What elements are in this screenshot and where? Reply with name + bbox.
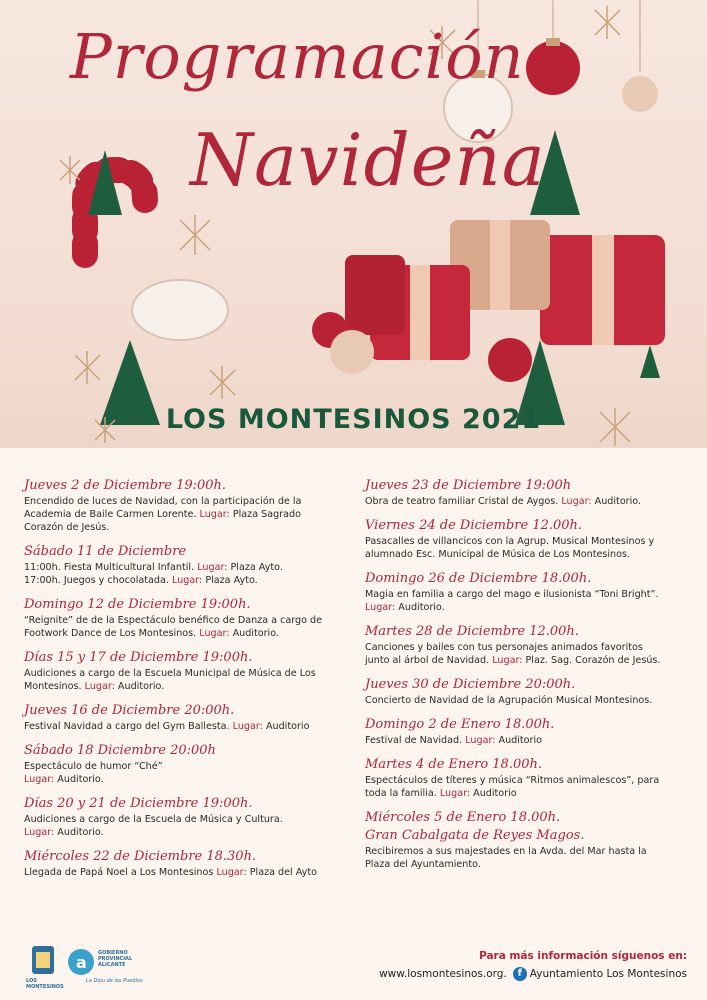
lugar-label: Lugar: bbox=[197, 562, 228, 573]
event-description-line bbox=[365, 787, 687, 800]
event-description-line bbox=[24, 495, 349, 508]
lugar-label: Lugar: bbox=[199, 628, 230, 639]
facebook-icon[interactable]: f bbox=[513, 967, 527, 981]
snowflake-icon bbox=[595, 6, 620, 39]
beige-bauble-icon bbox=[622, 76, 658, 112]
event-description-line bbox=[24, 614, 349, 627]
event-date-title: Días 20 y 21 de Diciembre 19:00h. bbox=[24, 796, 253, 811]
event-date-title: Martes 4 de Enero 18.00h. bbox=[365, 757, 542, 772]
event-text: Espectáculo de humor “Ché” bbox=[24, 761, 163, 772]
lugar-label: Lugar: bbox=[172, 575, 203, 586]
lugar-label: Lugar: bbox=[199, 509, 230, 520]
event-description-line bbox=[24, 813, 349, 826]
event-date-title: Jueves 16 de Diciembre 20:00h. bbox=[24, 703, 235, 718]
event-description-line bbox=[365, 734, 687, 747]
event-text: Recibiremos a sus majestades en la Avda. del Mar hasta la bbox=[365, 846, 647, 857]
event-text: Obra de teatro familiar Cristal de Aygos. bbox=[365, 496, 559, 507]
lugar-label: Lugar: bbox=[216, 867, 247, 878]
svg-text:a: a bbox=[76, 953, 87, 972]
event-place: Auditorio bbox=[473, 788, 517, 799]
event-text: Magia en familia a cargo del mago e ilusionista “Toni Bright”. bbox=[365, 589, 659, 600]
event-text: Concierto de Navidad de la Agrupación Musical Montesinos. bbox=[365, 695, 653, 706]
event-description-line bbox=[365, 548, 687, 561]
event-item bbox=[24, 597, 349, 640]
event-date-title: Gran Cabalgata de Reyes Magos. bbox=[365, 828, 585, 843]
event-date-title: Domingo 26 de Diciembre 18.00h. bbox=[365, 571, 592, 586]
event-date-title: Domingo 12 de Diciembre 19:00h. bbox=[24, 597, 251, 612]
event-description-line bbox=[24, 866, 349, 879]
lugar-label: Lugar: bbox=[492, 655, 523, 666]
lugar-label: Lugar: bbox=[365, 602, 396, 613]
event-text: 11:00h. Fiesta Multicultural Infantil. bbox=[24, 562, 195, 573]
event-item bbox=[24, 544, 349, 587]
event-item bbox=[24, 650, 349, 693]
event-text: “Reignite” de de la Espectáculo benéfico de Danza a cargo de bbox=[24, 615, 323, 626]
event-description-line bbox=[365, 601, 687, 614]
event-description-line bbox=[24, 561, 349, 574]
event-item bbox=[24, 478, 349, 534]
title-line-2: Navideña bbox=[190, 118, 546, 202]
event-place: Plaza Ayto. bbox=[205, 575, 258, 586]
event-text: toda la familia. bbox=[365, 788, 437, 799]
event-text: Plaza del Ayuntamiento. bbox=[365, 859, 481, 870]
event-text: Footwork Dance de Los Montesinos. bbox=[24, 628, 197, 639]
event-item bbox=[365, 677, 687, 707]
event-text: Audiciones a cargo de la Escuela de Música y Cultura. bbox=[24, 814, 283, 825]
lugar-label: Lugar: bbox=[232, 721, 263, 732]
footer-info bbox=[379, 950, 687, 981]
tree-icon bbox=[640, 345, 660, 378]
event-text: Festival de Navidad. bbox=[365, 735, 463, 746]
event-description-line bbox=[365, 641, 687, 654]
event-text: Academia de Baile Carmen Lorente. bbox=[24, 509, 197, 520]
event-place: Plaza Sagrado bbox=[232, 509, 301, 520]
footer-links bbox=[379, 967, 687, 981]
event-text: junto al árbol de Navidad. bbox=[365, 655, 490, 666]
glass-ornament-icon bbox=[132, 280, 228, 340]
event-text: 17:00h. Juegos y chocolatada. bbox=[24, 575, 169, 586]
lugar-label: Lugar: bbox=[561, 496, 592, 507]
event-place: Auditorio. bbox=[398, 602, 445, 613]
event-text: Festival Navidad a cargo del Gym Ballesta. bbox=[24, 721, 230, 732]
event-description-line bbox=[24, 680, 349, 693]
event-description-line bbox=[365, 858, 687, 871]
event-place: Auditorio. bbox=[57, 827, 104, 838]
event-description-line bbox=[365, 654, 687, 667]
logo2-line3: ALICANTE bbox=[98, 962, 126, 968]
event-item bbox=[365, 810, 687, 826]
event-date-title: Domingo 2 de Enero 18.00h. bbox=[365, 717, 555, 732]
lugar-label: Lugar: bbox=[24, 827, 55, 838]
event-item bbox=[24, 849, 349, 879]
event-description-line bbox=[365, 774, 687, 787]
left-events-column bbox=[24, 478, 349, 889]
event-description-line bbox=[365, 588, 687, 601]
gift-box-icon bbox=[345, 255, 405, 335]
red-bauble-icon bbox=[488, 338, 532, 382]
event-text: Montesinos. bbox=[24, 681, 82, 692]
event-text: Corazón de Jesús. bbox=[24, 522, 110, 533]
right-events-column bbox=[365, 478, 687, 881]
event-date-title: Viernes 24 de Diciembre 12.00h. bbox=[365, 518, 583, 533]
snowflake-icon bbox=[210, 366, 235, 399]
event-date-title: Días 15 y 17 de Diciembre 19:00h. bbox=[24, 650, 253, 665]
event-description-line bbox=[24, 760, 349, 773]
event-date-title: Martes 28 de Diciembre 12.00h. bbox=[365, 624, 579, 639]
event-date-title: Miércoles 5 de Enero 18.00h. bbox=[365, 810, 561, 825]
event-place: Plaz. Sag. Corazón de Jesús. bbox=[525, 655, 661, 666]
title-line-1: Programación bbox=[70, 20, 525, 93]
logo1-caption: LOS MONTESINOS bbox=[26, 978, 64, 990]
event-date-title: Miércoles 22 de Diciembre 18.30h. bbox=[24, 849, 257, 864]
snowflake-icon bbox=[75, 351, 100, 384]
event-text: Pasacalles de villancicos con la Agrup. Musical Montesinos y bbox=[365, 536, 655, 547]
event-description-line bbox=[24, 574, 349, 587]
event-date-title: Jueves 23 de Diciembre 19:00h bbox=[365, 478, 572, 493]
website-link[interactable]: www.losmontesinos.org. bbox=[379, 968, 507, 980]
event-date-title: Sábado 18 Diciembre 20:00h bbox=[24, 743, 216, 758]
more-info-label: Para más información síguenos en: bbox=[479, 950, 687, 962]
event-place: Auditorio bbox=[265, 721, 310, 732]
event-date-title: Sábado 11 de Diciembre bbox=[24, 544, 187, 559]
event-place: Auditorio bbox=[498, 735, 543, 746]
event-description-line bbox=[24, 826, 349, 839]
event-text: Espectáculos de títeres y música “Ritmos animalescos”, para bbox=[365, 775, 660, 786]
town-year-heading: LOS MONTESINOS 2021 bbox=[165, 404, 542, 435]
event-description-line bbox=[365, 694, 687, 707]
event-text: Canciones y bailes con tus personajes animados favoritos bbox=[365, 642, 643, 653]
event-place: Auditorio. bbox=[117, 681, 165, 692]
red-bauble-icon bbox=[526, 41, 580, 95]
event-description-line bbox=[24, 667, 349, 680]
event-item bbox=[365, 717, 687, 747]
event-item bbox=[365, 624, 687, 667]
event-description-line bbox=[365, 535, 687, 548]
event-item bbox=[365, 571, 687, 614]
lugar-label: Lugar: bbox=[84, 681, 115, 692]
event-place: Plaza del Ayto bbox=[249, 867, 317, 878]
event-description-line bbox=[24, 521, 349, 534]
event-description-line bbox=[24, 720, 349, 733]
event-item bbox=[365, 518, 687, 561]
event-place: Auditorio. bbox=[57, 774, 104, 785]
lugar-label: Lugar: bbox=[465, 735, 496, 746]
logo2-line2: PROVINCIAL bbox=[98, 956, 133, 962]
logo2-tagline: La Dipu de los Pueblos bbox=[86, 978, 143, 984]
snowflake-icon bbox=[180, 215, 210, 255]
lugar-label: Lugar: bbox=[24, 774, 55, 785]
event-text: Llegada de Papá Noel a Los Montesinos bbox=[24, 867, 214, 878]
event-place: Auditorio. bbox=[232, 628, 279, 639]
event-description-line bbox=[24, 508, 349, 521]
event-description-line bbox=[24, 627, 349, 640]
hero-banner bbox=[0, 0, 707, 448]
event-item bbox=[365, 828, 687, 871]
event-date-title: Jueves 2 de Diciembre 19:00h. bbox=[24, 478, 227, 493]
facebook-link[interactable]: Ayuntamiento Los Montesinos bbox=[529, 968, 687, 980]
event-description-line bbox=[365, 495, 687, 508]
event-item bbox=[24, 703, 349, 733]
event-place: Plaza Ayto. bbox=[230, 562, 283, 573]
event-item bbox=[24, 796, 349, 839]
event-description-line bbox=[365, 845, 687, 858]
event-place: Auditorio. bbox=[594, 496, 642, 507]
event-description-line bbox=[24, 773, 349, 786]
logos bbox=[26, 942, 156, 996]
event-date-title: Jueves 30 de Diciembre 20:00h. bbox=[365, 677, 576, 692]
event-item bbox=[365, 478, 687, 508]
event-text: alumnado Esc. Municipal de Música de Los Montesinos. bbox=[365, 549, 631, 560]
lugar-label: Lugar: bbox=[439, 788, 471, 799]
event-text: Encendido de luces de Navidad, con la participación de la bbox=[24, 496, 302, 507]
logo2-line1: GOBIERNO bbox=[98, 950, 128, 956]
event-item bbox=[24, 743, 349, 786]
event-item bbox=[365, 757, 687, 800]
beige-bauble-icon bbox=[330, 330, 374, 374]
event-text: Audiciones a cargo de la Escuela Municipal de Música de Los bbox=[24, 668, 316, 679]
